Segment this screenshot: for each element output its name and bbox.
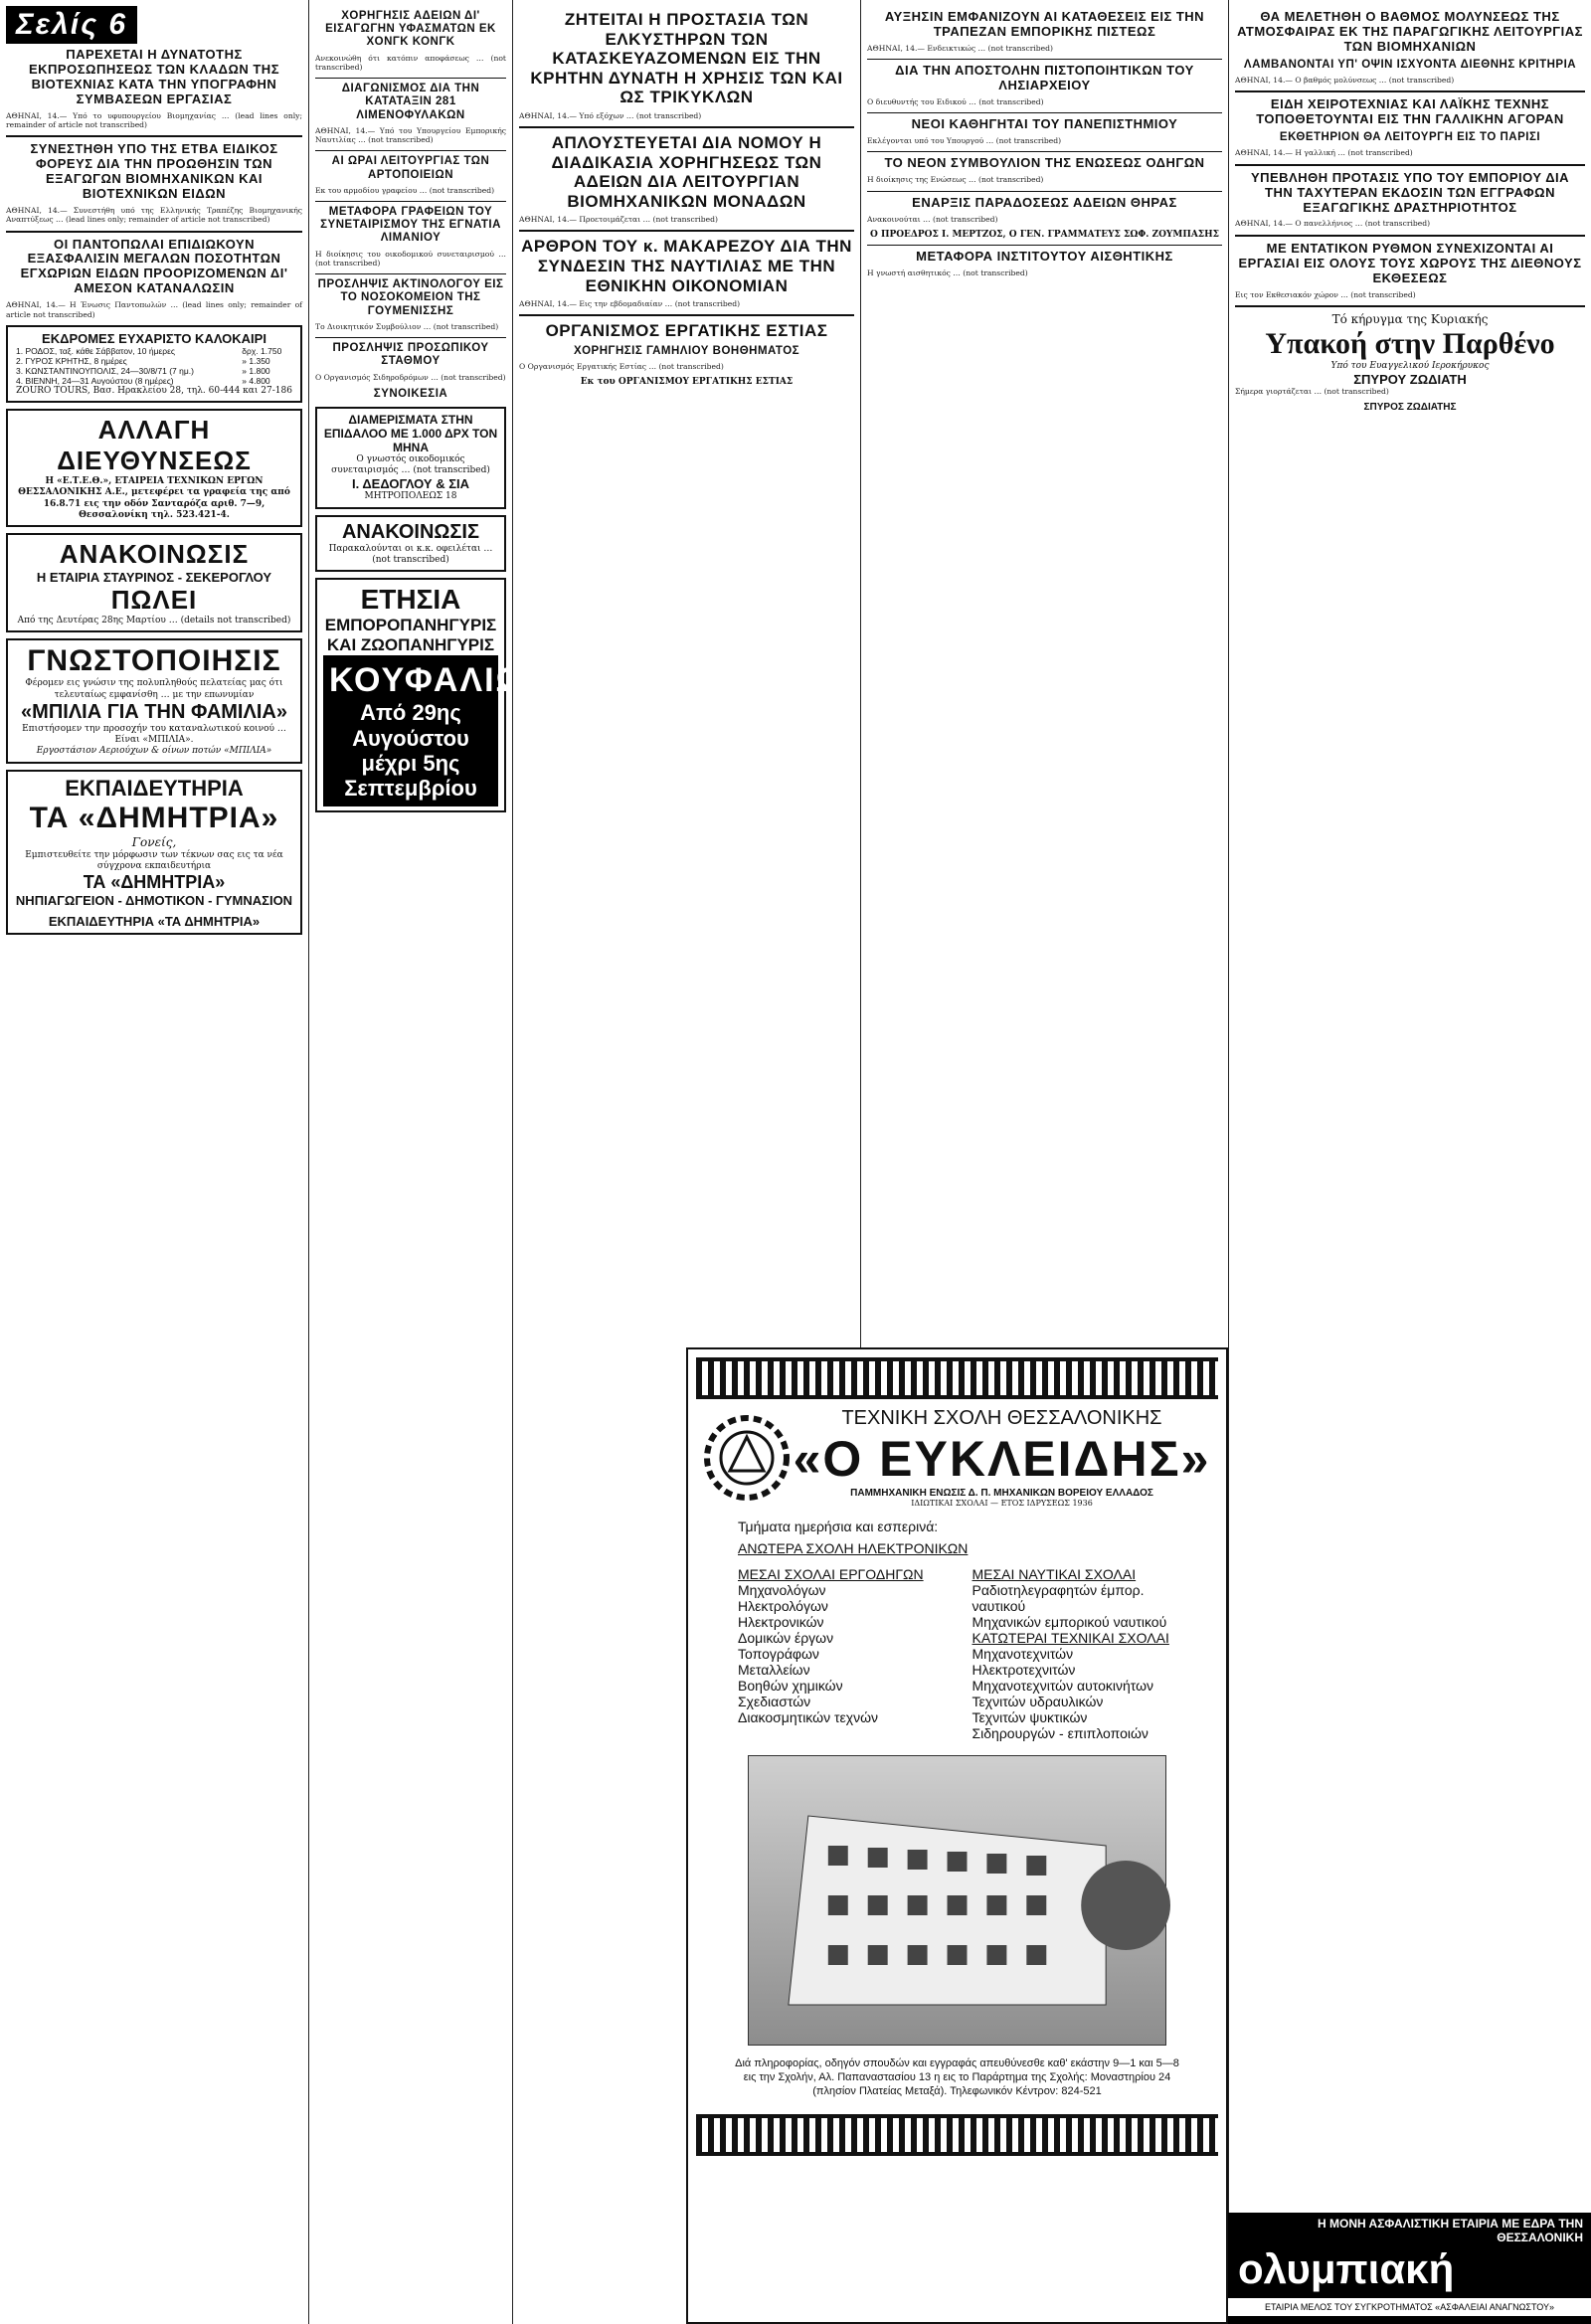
eukleidis-school-ad — [686, 1347, 1228, 2324]
apartments-ad — [315, 407, 506, 509]
list-item: Ηλεκτρονικών — [738, 1614, 824, 1630]
apartments-address: ΜΗΤΡΟΠΟΛΕΩΣ 18 — [364, 491, 457, 502]
headline-col2-6: ΠΡΟΣΛΗΨΙΣ ΠΡΟΣΩΠΙΚΟΥ ΣΤΑΘΜΟΥ — [332, 342, 489, 368]
col3-article-2-body: ΑΘΗΝΑΙ, 14.— Προετοιμάζεται … (not transcribed) — [519, 215, 718, 225]
sections-label: Τμήματα ημερήσια και εσπερινά: — [738, 1519, 939, 1534]
list-item: Δομικών έργων — [738, 1630, 834, 1646]
sermon-sign: ΣΠΥΡΟΣ ΖΩΔΙΑΤΗΣ — [1363, 402, 1457, 414]
headline-col2-5: ΠΡΟΣΛΗΨΙΣ ΑΚΤΙΝΟΛΟΓΟΥ ΕΙΣ ΤΟ ΝΟΣΟΚΟΜΕΙΟΝ ΤΗΣ ΓΟΥΜΕΝΙΣΣΗΣ — [317, 278, 504, 317]
olympiaki-bottom: ΕΤΑΙΡΙΑ ΜΕΛΟΣ ΤΟΥ ΣΥΓΚΡΟΤΗΜΑΤΟΣ «ΑΣΦΑΛΕΙΑΙ ΑΝΑΓΝΩΣΤΟΥ» — [1228, 2298, 1591, 2316]
olympiaki-top: Η ΜΟΝΗ ΑΣΦΑΛΙΣΤΙΚΗ ΕΤΑΙΡΙΑ ΜΕ ΕΔΡΑ ΤΗΝ ΘΕΣΣΑΛΟΝΙΚΗ — [1318, 2217, 1583, 2244]
apartments-body: Ο γνωστός οικοδομικός συνεταιρισμός … (not transcribed) — [331, 453, 490, 476]
headline-col2-3: ΑΙ ΩΡΑΙ ΛΕΙΤΟΥΡΓΙΑΣ ΤΩΝ ΑΡΤΟΠΟΙΕΙΩΝ — [331, 155, 490, 181]
list-item: Σχεδιαστών — [738, 1694, 811, 1709]
announcement-title: ΑΝΑΚΟΙΝΩΣΙΣ — [59, 539, 250, 569]
announcement-2-ad — [315, 515, 506, 573]
announcement-2-body: Παρακαλούνται οι κ.κ. οφειλέται … (not transcribed) — [328, 543, 493, 565]
sermon-kicker: Τό κήρυγμα της Κυριακής — [1331, 311, 1489, 326]
headline-col3-2: ΑΠΛΟΥΣΤΕΥΕΤΑΙ ΔΙΑ ΝΟΜΟΥ Η ΔΙΑΔΙΚΑΣΙΑ ΧΟΡΗΓΗΣΕΩΣ ΤΩΝ ΑΔΕΙΩΝ ΔΙΑ ΛΕΙΤΟΥΡΓΙΑΝ ΒΙΟΜΗΧΑΝΙΚΩΝ ΜΟΝΑΔΩΝ — [551, 132, 822, 211]
subheadline-oee: ΧΟΡΗΓΗΣΙΣ ΓΑΜΗΛΙΟΥ ΒΟΗΘΗΜΑΤΟΣ — [573, 344, 800, 357]
naval-schools-list: ΜΕΣΑΙ ΝΑΥΤΙΚΑΙ ΣΧΟΛΑΙ Ραδιοτηλεγραφητών έμπορ. ναυτικού Μηχανικών εμπορικού ναυτικού ΚΑΤΩΤΕΡΑΙ ΤΕΧΝΙΚΑΙ ΣΧΟΛΑΙ Μηχανοτεχνιτών Ηλεκτροτεχνιτών Μηχανοτεχνιτών αυτοκινήτων Τεχνιτών υδραυλικών Τεχνιτών ψυκτικών Σιδηρουργών - επιπλοποιών — [972, 1566, 1177, 1741]
column-1 — [0, 0, 308, 2324]
school-name: «Ο ΕΥΚΛΕΙΔΗΣ» — [793, 1431, 1211, 1487]
announcement-company: Η ΕΤΑΙΡΙΑ ΣΤΑΥΡΙΝΟΣ - ΣΕΚΕΡΟΓΛΟΥ — [36, 570, 272, 585]
list-item: Σιδηρουργών - επιπλοποιών — [972, 1725, 1149, 1741]
table-row: 4. ΒΙΕΝΝΗ, 24—31 Αυγούστου (8 ημέρες) » 4.800 — [16, 375, 270, 386]
list-item: Μηχανοτεχνιτών αυτοκινήτων — [972, 1678, 1154, 1694]
school-contact: Διά πληροφορίας, οδηγόν σπουδών και εγγραφάς απευθύνεσθε καθ' εκάστην 9—1 και 5—8 εις την Σχολήν, Αλ. Παπαναστασίου 13 η εις το Παράρτημα της Σχολής: Μοναστηρίου 24 (πλησίον Πλατείας Μεταξά). Τηλεφωνικόν Κέντρον: 824-521 — [735, 2057, 1179, 2097]
heading-synoikesia: ΣΥΝΟΙΚΕΣΙΑ — [373, 387, 448, 400]
list-item: Μηχανολόγων — [738, 1582, 826, 1598]
table-row: 3. ΚΩΝΣΤΑΝΤΙΝΟΥΠΟΛΙΣ, 24—30/8/71 (7 ημ.) » 1.800 — [16, 365, 270, 376]
dimitria-levels: ΝΗΠΙΑΓΩΓΕΙΟΝ - ΔΗΜΟΤΙΚΟΝ - ΓΥΜΝΑΣΙΟΝ — [15, 893, 293, 908]
headline-col3-1: ΖΗΤΕΙΤΑΙ Η ΠΡΟΣΤΑΣΙΑ ΤΩΝ ΕΛΚΥΣΤΗΡΩΝ ΤΩΝ ΚΑΤΑΣΚΕΥΑΖΟΜΕΝΩΝ ΕΙΣ ΤΗΝ ΚΡΗΤΗΝ ΔΥΝΑΤΗ Η ΧΡΗΣΙΣ ΤΩΝ ΚΑΙ ΩΣ ΤΡΙΚΥΚΛΩΝ — [530, 10, 843, 107]
list-item: Ηλεκτρολόγων — [738, 1598, 828, 1614]
address-change-text: Η «Ε.Τ.Ε.Θ.», ΕΤΑΙΡΕΙΑ ΤΕΧΝΙΚΩΝ ΕΡΓΩΝ ΘΕΣΣΑΛΟΝΙΚΗΣ Α.Ε., μετεφέρει τα γραφεία της από 16.8.71 εις την οδόν Σανταρόζα αριθ. 7—9, Θεσσαλονίκη τηλ. 523.421-4. — [18, 476, 290, 520]
headline-col2-1: ΧΟΡΗΓΗΣΙΣ ΑΔΕΙΩΝ ΔΙ' ΕΙΣΑΓΩΓΗΝ ΥΦΑΣΜΑΤΩΝ ΕΚ ΧΟΝΓΚ ΚΟΝΓΚ — [325, 10, 496, 49]
col3-article-3-body: ΑΘΗΝΑΙ, 14.— Εις την εβδομαδιαίαν … (not transcribed) — [519, 299, 741, 309]
tours-ad — [6, 325, 302, 403]
oee-sign: Εκ του ΟΡΓΑΝΙΣΜΟΥ ΕΡΓΑΤΙΚΗΣ ΕΣΤΙΑΣ — [580, 377, 794, 388]
column-5 — [1228, 0, 1591, 2324]
col2-article-5-body: Το Διοικητικόν Συμβούλιον … (not transcribed) — [315, 321, 499, 331]
table-row: 1. ΡΟΔΟΣ, ταξ. κάθε Σάββατον, 10 ήμερες δρχ. 1.750 — [16, 345, 282, 356]
dimitria-title-2: ΤΑ «ΔΗΜΗΤΡΙΑ» — [83, 872, 226, 892]
olympiaki-insurance-ad — [1228, 2213, 1591, 2324]
sermon-by: Υπό του Ευαγγελικού Ιεροκήρυκος — [1330, 360, 1490, 371]
col4-sign: Ο ΠΡΟΕΔΡΟΣ Ι. ΜΕΡΤΖΟΣ, Ο ΓΕΝ. ΓΡΑΜΜΑΤΕΥΣ ΣΩΦ. ΖΟΥΜΠΑΣΗΣ — [869, 229, 1220, 240]
headline-col2-2: ΔΙΑΓΩΝΙΣΜΟΣ ΔΙΑ ΤΗΝ ΚΑΤΑΤΑΞΙΝ 281 ΛΙΜΕΝΟΦΥΛΑΚΩΝ — [341, 83, 480, 121]
headline-col5-1: ΘΑ ΜΕΛΕΤΗΘΗ Ο ΒΑΘΜΟΣ ΜΟΛΥΝΣΕΩΣ ΤΗΣ ΑΤΜΟΣΦΑΙΡΑΣ ΕΚ ΤΗΣ ΠΑΡΑΓΩΓΙΚΗΣ ΛΕΙΤΟΥΡΓΙΑΣ ΤΩΝ ΒΙΟΜΗΧΑΝΙΩΝ — [1237, 9, 1583, 54]
headline-col4-3: ΝΕΟΙ ΚΑΘΗΓΗΤΑΙ ΤΟΥ ΠΑΝΕΠΙΣΤΗΜΙΟΥ — [911, 116, 1178, 132]
col2-article-3-body: Εκ του αρμοδίου γραφείου … (not transcribed) — [315, 185, 495, 195]
headline-col4-1: ΑΥΞΗΣΙΝ ΕΜΦΑΝΙΖΟΥΝ ΑΙ ΚΑΤΑΘΕΣΕΙΣ ΕΙΣ ΤΗΝ ΤΡΑΠΕΖΑΝ ΕΜΠΟΡΙΚΗΣ ΠΙΣΤΕΩΣ — [884, 9, 1205, 39]
headline-oee: ΟΡΓΑΝΙΣΜΟΣ ΕΡΓΑΤΙΚΗΣ ΕΣΤΙΑΣ — [545, 321, 828, 341]
col2-article-4-body: Η διοίκησις του οικοδομικού συνεταιρισμού … (not transcribed) — [315, 249, 506, 268]
headline-col4-4: ΤΟ ΝΕΟΝ ΣΥΜΒΟΥΛΙΟΝ ΤΗΣ ΕΝΩΣΕΩΣ ΟΔΗΓΩΝ — [884, 155, 1205, 171]
koufalia-dates: Από 29ης Αυγούστου μέχρι 5ης Σεπτεμβρίου — [344, 700, 477, 802]
notice-tail: Επιστήσομεν την προσοχήν του καταναλωτικού κοινού … Είναι «ΜΠΙΛΙΑ». — [22, 723, 286, 745]
headline-article-1: ΠΑΡΕΧΕΤΑΙ Η ΔΥΝΑΤΟΤΗΣ ΕΚΠΡΟΣΩΠΗΣΕΩΣ ΤΩΝ ΚΛΑΔΩΝ ΤΗΣ ΒΙΟΤΕΧΝΙΑΣ ΚΑΤΑ ΤΗΝ ΥΠΟΓΡΑΦΗΝ ΣΥΜΒΑΣΕΩΝ ΕΡΓΑΣΙΑΣ — [28, 47, 279, 106]
col5-article-4-body: Εις τον Εκθεσιακόν χώρον … (not transcribed) — [1235, 289, 1416, 299]
koufalia-town: ΚΟΥΦΑΛΙΩΝ — [329, 661, 552, 700]
headline-col5-2: ΕΙΔΗ ΧΕΙΡΟΤΕΧΝΙΑΣ ΚΑΙ ΛΑΪΚΗΣ ΤΕΧΝΗΣ ΤΟΠΟΘΕΤΟΥΝΤΑΙ ΕΙΣ ΤΗΝ ΓΑΛΛΙΚΗΝ ΑΓΟΡΑΝ — [1256, 96, 1564, 127]
school-building-photo — [748, 1755, 1166, 2046]
headline-col4-2: ΔΙΑ ΤΗΝ ΑΠΟΣΤΟΛΗΝ ΠΙΣΤΟΠΟΙΗΤΙΚΩΝ ΤΟΥ ΛΗΣΙΑΡΧΕΙΟΥ — [895, 63, 1194, 93]
tours-table — [14, 346, 294, 386]
list-item: Τεχνιτών ψυκτικών — [972, 1709, 1088, 1725]
notice-title: ΓΝΩΣΤΟΠΟΙΗΣΙΣ — [27, 644, 281, 678]
col4-article-7-body: Η γνωστή αισθητικός … (not transcribed) — [867, 268, 1028, 277]
meander-border-top — [696, 1357, 1218, 1399]
olympiaki-brand: ολυμπιακή — [1238, 2245, 1455, 2292]
koufalia-fair-ad — [315, 578, 552, 812]
school-line: ΤΕΧΝΙΚΗ ΣΧΟΛΗ ΘΕΣΣΑΛΟΝΙΚΗΣ — [841, 1407, 1162, 1429]
dimitria-title: ΤΑ «ΔΗΜΗΤΡΙΑ» — [29, 801, 279, 834]
list-item: Μεταλλείων — [738, 1662, 810, 1678]
announcement-2-title: ΑΝΑΚΟΙΝΩΣΙΣ — [341, 520, 479, 543]
col3-article-1-body: ΑΘΗΝΑΙ, 14.— Υπό εξόχων … (not transcribed) — [519, 110, 702, 120]
list-item: Τεχνιτών υδραυλικών — [972, 1694, 1104, 1709]
apartments-title: ΔΙΑΜΕΡΙΣΜΑΤΑ ΣΤΗΝ ΕΠΙΔΑΛΟΟ ΜΕ 1.000 ΔΡΧ ΤΟΝ ΜΗΝΑ — [323, 412, 498, 454]
higher-school: ΑΝΩΤΕΡΑ ΣΧΟΛΗ ΗΛΕΚΤΡΟΝΙΚΩΝ — [738, 1540, 969, 1556]
col4-article-4-body: Η διοίκησις της Ενώσεως … (not transcribed) — [867, 175, 1044, 185]
list-item: Τοπογράφων — [738, 1646, 819, 1662]
list-item: Ραδιοτηλεγραφητών έμπορ. ναυτικού — [972, 1582, 1145, 1614]
headline-col5-3: ΥΠΕΒΛΗΘΗ ΠΡΟΤΑΣΙΣ ΥΠΟ ΤΟΥ ΕΜΠΟΡΙΟΥ ΔΙΑ ΤΗΝ ΤΑΧΥΤΕΡΑΝ ΕΚΔΟΣΙΝ ΤΩΝ ΕΓΓΡΑΦΩΝ ΕΞΑΓΩΓΙΚΗΣ ΔΡΑΣΤΗΡΙΟΤΗΤΟΣ — [1250, 169, 1570, 215]
subheadline-col5-2: ΕΚΘΕΤΗΡΙΟΝ ΘΑ ΛΕΙΤΟΥΡΓΗ ΕΙΣ ΤΟ ΠΑΡΙΣΙ — [1279, 131, 1541, 144]
col2-article-1-body: Ανεκοινώθη ότι κατόπιν αποφάσεως … (not transcribed) — [315, 53, 506, 72]
col2-article-6-body: Ο Οργανισμός Σιδηροδρόμων … (not transcribed) — [315, 372, 506, 382]
headline-col5-4: ΜΕ ΕΝΤΑΤΙΚΟΝ ΡΥΘΜΟΝ ΣΥΝΕΧΙΖΟΝΤΑΙ ΑΙ ΕΡΓΑΣΙΑΙ ΕΙΣ ΟΛΟΥΣ ΤΟΥΣ ΧΩΡΟΥΣ ΤΗΣ ΔΙΕΘΝΟΥΣ ΕΚΘΕΣΕΩΣ — [1238, 240, 1582, 285]
col5-article-2-body: ΑΘΗΝΑΙ, 14.— Η γαλλική … (not transcribed) — [1235, 148, 1413, 158]
col4-article-1-body: ΑΘΗΝΑΙ, 14.— Ενδεικτικώς … (not transcribed) — [867, 43, 1053, 53]
dimitria-text: Εμπιστευθείτε την μόρφωσιν των τέκνων σας εις τα νέα σύγχρονα εκπαιδευτήρια — [25, 849, 283, 871]
building-icon — [749, 1756, 1165, 2045]
school-union: ΠΑΜΜΗΧΑΝΙΚΗ ΕΝΩΣΙΣ Δ. Π. ΜΗΧΑΝΙΚΩΝ ΒΟΡΕΙΟΥ ΕΛΛΑΔΟΣ — [850, 1488, 1153, 1499]
sermon-headline: Υπακοή στην Παρθένο — [1265, 326, 1555, 360]
announcement-body: Από της Δευτέρας 28ης Μαρτίου … (details not transcribed) — [17, 616, 291, 626]
dimitria-ad — [6, 770, 302, 936]
headline-article-3: ΟΙ ΠΑΝΤΟΠΩΛΑΙ ΕΠΙΔΙΩΚΟΥΝ ΕΞΑΣΦΑΛΙΣΙΝ ΜΕΓΑΛΩΝ ΠΟΣΟΤΗΤΩΝ ΕΓΧΩΡΙΩΝ ΕΙΔΩΝ ΠΡΟΟΡΙΖΟΜΕΝΩΝ ΔΙ' ΑΜΕΣΟΝ ΚΑΤΑΝΑΛΩΣΙΝ — [20, 236, 288, 296]
headline-col3-3: ΑΡΘΡΟΝ ΤΟΥ κ. ΜΑΚΑΡΕΖΟΥ ΔΙΑ ΤΗΝ ΣΥΝΔΕΣΙΝ ΤΗΣ ΝΑΥΤΙΛΙΑΣ ΜΕ ΤΗΝ ΕΘΝΙΚΗΝ ΟΙΚΟΝΟΜΙΑΝ — [521, 237, 852, 295]
headline-col2-4: ΜΕΤΑΦΟΡΑ ΓΡΑΦΕΙΩΝ ΤΟΥ ΣΥΝΕΤΑΙΡΙΣΜΟΥ ΤΗΣ ΕΓΝΑΤΙΑ ΛΙΜΑΝΙΟΥ — [320, 206, 501, 245]
secondary-schools-list: ΜΕΣΑΙ ΣΧΟΛΑΙ ΕΡΓΟΔΗΓΩΝ Μηχανολόγων Ηλεκτρολόγων Ηλεκτρονικών Δομικών έργων Τοπογράφων Μεταλλείων Βοηθών χημικών Σχεδιαστών Διακοσμητικών τεχνών — [738, 1566, 943, 1741]
sermon-author: ΣΠΥΡΟΥ ΖΩΔΙΑΤΗ — [1353, 372, 1467, 387]
sermon-body: Σήμερα γιορτάζεται … (not transcribed) — [1235, 387, 1389, 396]
koufalia-mid: ΕΜΠΟΡΟΠΑΝΗΓΥΡΙΣ ΚΑΙ ΖΩΟΠΑΝΗΓΥΡΙΣ — [324, 616, 497, 655]
col5-article-3-body: ΑΘΗΝΑΙ, 14.— Ο πανελλήνιος … (not transcribed) — [1235, 219, 1431, 229]
article-2-body: ΑΘΗΝΑΙ, 14.— Συνεστήθη υπό της Ελληνικής Τραπέζης Βιομηχανικής Αναπτύξεως … (lead lines only; remainder of article not transcribed) — [6, 206, 302, 225]
col5-article-1-body: ΑΘΗΝΑΙ, 14.— Ο βαθμός μολύνσεως … (not transcribed) — [1235, 76, 1455, 86]
column-2 — [308, 0, 552, 2324]
col4-article-2-body: Ο διευθυντής του Ειδικού … (not transcribed) — [867, 97, 1044, 106]
dimitria-footer: ΕΚΠΑΙΔΕΥΤΗΡΙΑ «ΤΑ ΔΗΜΗΤΡΙΑ» — [48, 914, 261, 929]
oee-body: Ο Οργανισμός Εργατικής Εστίας … (not transcribed) — [519, 362, 724, 372]
dimitria-parents: Γονείς, — [131, 834, 177, 849]
notice-sign: Εργοστάσιον Αεριούχων & οίνων ποτών «ΜΠΙΛΙΑ» — [36, 746, 272, 757]
list-item: Ηλεκτροτεχνιτών — [972, 1662, 1076, 1678]
meander-border-bottom — [696, 2114, 1218, 2156]
koufalia-banner — [323, 655, 552, 806]
col4-article-5-body: Ανακοινούται … (not transcribed) — [867, 214, 998, 224]
koufalia-pre: ΕΤΗΣΙΑ — [360, 584, 461, 616]
list-item: Διακοσμητικών τεχνών — [738, 1709, 879, 1725]
list-item: Βοηθών χημικών — [738, 1678, 843, 1694]
list-item: Μηχανικών εμπορικού ναυτικού — [972, 1614, 1167, 1630]
col2-article-2-body: ΑΘΗΝΑΙ, 14.— Υπό του Υπουργείου Εμπορικής Ναυτιλίας … (not transcribed) — [315, 125, 506, 145]
announcement-ad — [6, 533, 302, 632]
notice-ad — [6, 638, 302, 763]
article-1-body: ΑΘΗΝΑΙ, 14.— Υπό το υφυπουργείου Βιομηχανίας … (lead lines only; remainder of article not transcribed) — [6, 110, 302, 129]
dimitria-pre: ΕΚΠΑΙΔΕΥΤΗΡΙΑ — [65, 775, 244, 801]
address-change-ad — [6, 409, 302, 527]
col4-article-3-body: Εκλέγονται υπό του Υπουργού … (not transcribed) — [867, 136, 1062, 146]
school-private: ΙΔΙΩΤΙΚΑΙ ΣΧΟΛΑΙ — ΕΤΟΣ ΙΔΡΥΣΕΩΣ 1936 — [911, 1499, 1093, 1508]
tours-footer: ZOURO TOURS, Βασ. Ηρακλείου 28, τηλ. 60-444 και 27-186 — [16, 385, 292, 396]
headline-col4-7: ΜΕΤΑΦΟΡΑ ΙΝΣΤΙΤΟΥΤΟΥ ΑΙΣΘΗΤΙΚΗΣ — [916, 249, 1173, 265]
headline-article-2: ΣΥΝΕΣΤΗΘΗ ΥΠΟ ΤΗΣ ΕΤΒΑ ΕΙΔΙΚΟΣ ΦΟΡΕΥΣ ΔΙΑ ΤΗΝ ΠΡΟΩΘΗΣΙΝ ΤΩΝ ΕΞΑΓΩΓΩΝ ΒΙΟΜΗΧΑΝΙΚΩΝ ΚΑΙ ΒΙΟΤΕΧΝΙΚΩΝ ΕΙΔΩΝ — [30, 141, 278, 202]
subheadline-col5-1: ΛΑΜΒΑΝΟΝΤΑΙ ΥΠ' ΟΨΙΝ ΙΣΧΥΟΝΤΑ ΔΙΕΘΝΗΣ ΚΡΙΤΗΡΙΑ — [1243, 58, 1577, 71]
list-item: Μηχανοτεχνιτών — [972, 1646, 1074, 1662]
tours-title: ΕΚΔΡΟΜΕΣ ΕΥΧΑΡΙΣΤΟ ΚΑΛΟΚΑΙΡΙ — [42, 330, 266, 346]
table-row: 2. ΓΥΡΟΣ ΚΡΗΤΗΣ, 8 ημέρες » 1.350 — [16, 355, 270, 366]
headline-col4-5: ΕΝΑΡΞΙΣ ΠΑΡΑΔΟΣΕΩΣ ΑΔΕΙΩΝ ΘΗΡΑΣ — [912, 194, 1177, 210]
article-3-body: ΑΘΗΝΑΙ, 14.— Η Ένωσις Παντοπωλών … (lead lines only; remainder of article not transcribed) — [6, 300, 302, 319]
page-number-logo: Σελίς 6 — [6, 6, 137, 44]
announcement-sells: ΠΩΛΕΙ — [110, 585, 198, 615]
address-change-title: ΑΛΛΑΓΗ ΔΙΕΥΘΥΝΣΕΩΣ — [57, 415, 252, 475]
notice-lead: Φέρομεν εις γνώσιν της πολυπληθούς πελατείας μας ότι τελευταίως εμφανίσθη … με την επωνυμίαν — [25, 678, 283, 700]
apartments-sign: Ι. ΔΕΔΟΓΛΟΥ & ΣΙΑ — [351, 476, 470, 492]
gear-emblem-icon — [702, 1413, 792, 1503]
notice-brand: «ΜΠΙΛΙΑ ΓΙΑ ΤΗΝ ΦΑΜΙΛΙΑ» — [21, 700, 287, 723]
